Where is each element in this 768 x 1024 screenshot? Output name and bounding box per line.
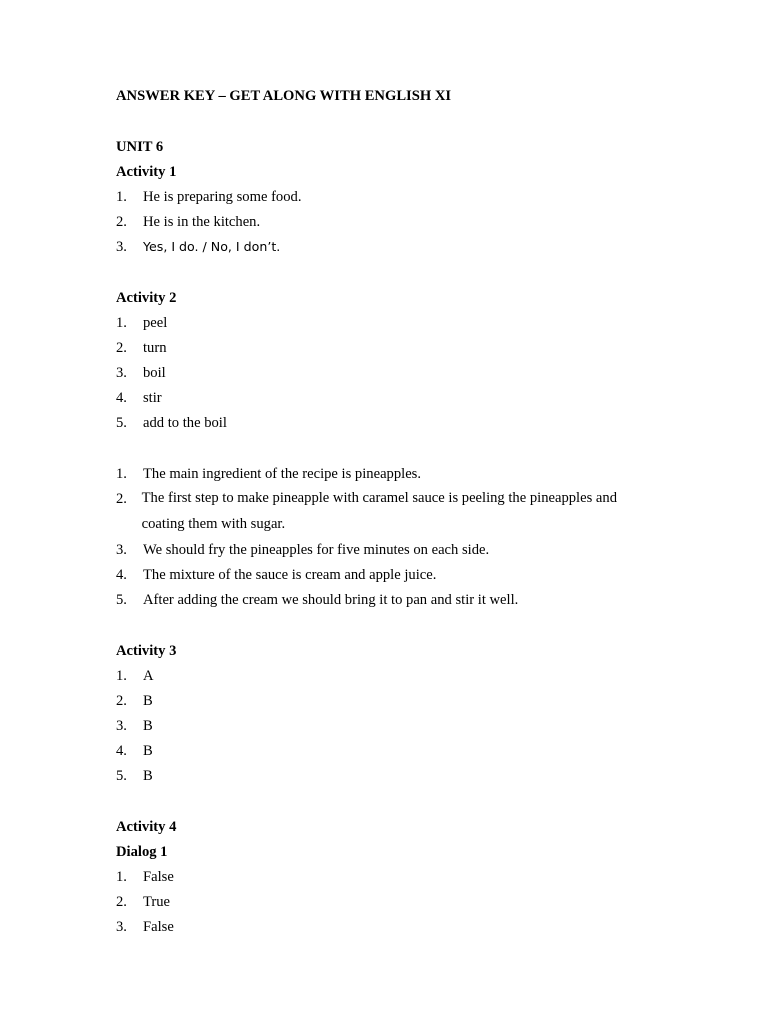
list-item <box>116 414 227 432</box>
list-item <box>116 918 174 936</box>
item-number: 4. <box>116 390 127 406</box>
item-number: 3. <box>116 542 127 558</box>
item-number: 2. <box>116 214 127 230</box>
item-number: 2. <box>116 894 127 910</box>
item-text: turn <box>143 340 167 356</box>
list-item <box>116 465 421 483</box>
item-number: 3. <box>116 239 127 255</box>
activity-2-heading: Activity 2 <box>116 290 177 306</box>
item-number: 2. <box>116 693 127 709</box>
activity-3-heading: Activity 3 <box>116 643 177 659</box>
list-item <box>116 238 280 256</box>
item-text: After adding the cream we should bring it to pan and stir it well. <box>143 592 519 608</box>
item-number: 1. <box>116 869 127 885</box>
item-number: 3. <box>116 718 127 734</box>
item-text: He is preparing some food. <box>143 189 302 205</box>
item-number: 1. <box>116 668 127 684</box>
activity-4-heading: Activity 4 <box>116 819 177 835</box>
item-text: B <box>143 743 153 759</box>
item-number: 2. <box>116 491 127 507</box>
item-text: The first step to make pineapple with caramel sauce is peeling the pineapples and coating them with sugar. <box>141 490 617 532</box>
list-item <box>116 591 518 609</box>
item-number: 5. <box>116 592 127 608</box>
item-text: stir <box>143 390 162 406</box>
item-text: False <box>143 869 174 885</box>
item-text: The main ingredient of the recipe is pineapples. <box>143 466 421 482</box>
item-text: add to the boil <box>143 415 227 431</box>
item-number: 1. <box>116 189 127 205</box>
list-item <box>116 566 436 584</box>
item-text: He is in the kitchen. <box>143 214 261 230</box>
list-item <box>116 490 626 537</box>
unit-heading: UNIT 6 <box>116 139 164 155</box>
item-number: 2. <box>116 340 127 356</box>
list-item <box>116 541 489 559</box>
item-number: 5. <box>116 768 127 784</box>
dialog-1-heading: Dialog 1 <box>116 844 168 860</box>
item-text: The mixture of the sauce is cream and apple juice. <box>143 567 437 583</box>
item-text: True <box>143 894 171 910</box>
item-text: B <box>143 718 153 734</box>
item-text: B <box>143 693 153 709</box>
list-item <box>116 667 154 685</box>
list-item <box>116 389 162 407</box>
item-number: 3. <box>116 919 127 935</box>
list-item <box>116 339 167 357</box>
item-number: 4. <box>116 567 127 583</box>
list-item <box>116 893 170 911</box>
list-item <box>116 868 174 886</box>
item-text: We should fry the pineapples for five minutes on each side. <box>143 542 490 558</box>
list-item <box>116 364 166 382</box>
list-item <box>116 314 167 332</box>
list-item <box>116 692 153 710</box>
list-item <box>116 188 301 206</box>
item-text: B <box>143 768 153 784</box>
item-text: peel <box>143 315 168 331</box>
activity-1-heading: Activity 1 <box>116 164 177 180</box>
item-text: A <box>143 668 154 684</box>
item-number: 1. <box>116 466 127 482</box>
item-number: 1. <box>116 315 127 331</box>
document-title: ANSWER KEY – GET ALONG WITH ENGLISH XI <box>116 88 452 104</box>
item-number: 4. <box>116 743 127 759</box>
item-text: False <box>143 919 174 935</box>
item-number: 3. <box>116 365 127 381</box>
item-text: Yes, I do. / No, I don’t. <box>143 239 281 254</box>
list-item <box>116 717 153 735</box>
item-text: boil <box>143 365 166 381</box>
list-item <box>116 742 153 760</box>
list-item <box>116 213 260 231</box>
item-number: 5. <box>116 415 127 431</box>
list-item <box>116 767 153 785</box>
